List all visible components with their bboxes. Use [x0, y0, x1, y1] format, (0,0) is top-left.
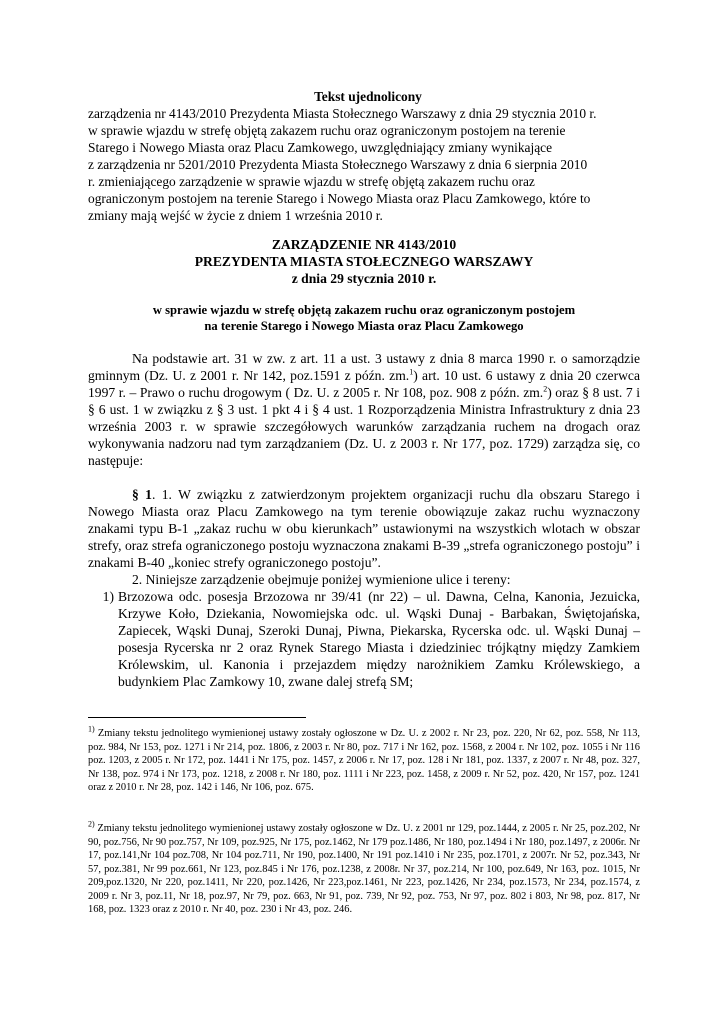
preamble-text: ) art. 10 ust. 6 ustawy z dnia 20 czerwca 1997 r. – Prawo o ruchu drogowym ( Dz. U. z 2005 r. Nr 108, poz. 908 z późn. zm. [88, 368, 640, 400]
ordinance-issuer: PREZYDENTA MIASTA STOŁECZNEGO WARSZAWY [194, 254, 534, 269]
ordinance-number: ZARZĄDZENIE NR 4143/2010 [271, 237, 457, 252]
section-1-paragraph-1 [88, 486, 640, 571]
list-item-number: 1) [102, 589, 114, 604]
footnote-ref-1: 1 [409, 367, 414, 377]
header-line: zarządzenia nr 4143/2010 Prezydenta Miasta Stołecznego Warszawy z dnia 29 stycznia 2010 r. [88, 106, 597, 121]
header-line: z zarządzenia nr 5201/2010 Prezydenta Miasta Stołecznego Warszawy z dnia 6 sierpnia 2010 [88, 157, 588, 172]
footnote-mark: 1) [88, 724, 95, 734]
ordinance-body [88, 350, 640, 690]
ordinance-subject [88, 302, 640, 334]
footnote-2 [88, 819, 640, 917]
preamble-text: ) oraz § 8 ust. 7 i § 6 ust. 1 w związku z § 3 ust. 1 pkt 4 i § 4 ust. 1 Rozporządzenia Ministra Infrastruktury z dnia 23 września 2003 r. w sprawie szczegółowych warunków zarządzania ruchem na drogach oraz wykonywania nadzoru nad tym zarządzaniem (Dz. U. z 2003 r. Nr 177, poz. 1729) zarządza się, co następuje: [88, 385, 640, 468]
unified-text-header [88, 88, 648, 224]
section-label: § 1 [132, 487, 152, 502]
header-line: zmiany mają wejść w życie z dniem 1 września 2010 r. [88, 208, 383, 223]
header-line: r. zmieniającego zarządzenie w sprawie wjazdu w strefę objętą zakazem ruchu oraz [88, 174, 535, 189]
footnote-separator [88, 717, 306, 718]
footnote-1 [88, 724, 640, 795]
footnote-mark: 2) [88, 819, 95, 829]
header-line: Starego i Nowego Miasta oraz Placu Zamkowego, uwzględniający zmiany wynikające [88, 140, 553, 155]
subject-line: na terenie Starego i Nowego Miasta oraz Placu Zamkowego [204, 319, 524, 333]
header-title: Tekst ujednolicony [314, 89, 422, 104]
footnote-text: Zmiany tekstu jednolitego wymienionej ustawy zostały ogłoszone w Dz. U. z 2001 nr 129, poz.1444, z 2005 r. Nr 25, poz.202, Nr 90, poz.756, Nr 90 poz.757, Nr 109, poz.925, Nr 175, poz.1462, Nr 179 poz.1486, Nr 180, poz.1494 i Nr 180, poz.1497, z 2006r. Nr 17, poz.141,Nr 104 poz.708, Nr 104 poz.711, Nr 190, poz.1400, Nr 191 poz.1410 i Nr 235, poz.1701, z 2007r. Nr 52, poz.343, Nr 57, poz.381, Nr 99 poz.661, Nr 123, poz.845 i Nr 176, poz.1238, z 2008r. Nr 37, poz.214, Nr 100, poz.649, Nr 163, poz. 1015, Nr 209,poz.1320, Nr 220, poz.1411, Nr 220, poz.1426, Nr 223,poz.1461, Nr 223, poz.1426, Nr 234, poz.1573, Nr 234, poz.1574, z 2009 r. Nr 3, poz.11, Nr 18, poz.97, Nr 79, poz. 663, Nr 91, poz. 739, Nr 92, poz. 753, Nr 97, poz. 802 i 803, Nr 98, poz. 817, Nr 168, poz. 1323 oraz z 2010 r. Nr 40, poz. 230 i Nr 43, poz. 246. [88, 823, 640, 915]
list-item [88, 588, 640, 690]
header-line: ograniczonym postojem na terenie Starego i Nowego Miasta oraz Placu Zamkowego, które to [88, 191, 591, 206]
list-item-text: Brzozowa odc. posesja Brzozowa nr 39/41 (nr 22) – ul. Dawna, Celna, Kanonia, Jezuicka, Krzywe Koło, Dziekania, Nowomiejska odc. ul. Wąski Dunaj - Barbakan, Świętojańska, Zapiecek, Wąski Dunaj, Szeroki Dunaj, Piwna, Piekarska, Rycerska odc. ul. Wąski Dunaj – posesja Rycerska nr 2 oraz Rynek Starego Miasta i dziedziniec trójkątny między Zamkiem Królewskim, ul. Kanonia i przejazdem między narożnikiem Zamku Królewskiego, a budynkiem Plac Zamkowy 10, zwane dalej strefą SM; [118, 589, 640, 689]
ordinance-title [88, 236, 640, 287]
subject-line: w sprawie wjazdu w strefę objętą zakazem ruchu oraz ograniczonym postojem [152, 303, 576, 317]
section-text: . 1. W związku z zatwierdzonym projektem organizacji ruchu dla obszaru Starego i Nowego Miasta oraz Placu Zamkowego na tym terenie obowiązuje zakaz ruchu wyznaczony znakami typu B-1 „zakaz ruchu w obu kierunkach” ustawionymi na wszystkich wlotach w obszar strefy, oraz strefa ograniczonego postoju wyznaczona znakami B-39 „strefa ograniczonego postoju” i znakami B-40 „koniec strefy ograniczonego postoju”. [88, 487, 640, 570]
footnote-ref-2: 2 [543, 384, 548, 394]
preamble-paragraph [88, 350, 640, 469]
preamble-text: Na podstawie art. 31 w zw. z art. 11 a ust. 3 ustawy z dnia 8 marca 1990 r. o samorządzie gminnym (Dz. U. z 2001 r. Nr 142, poz.1591 z późn. zm. [88, 351, 640, 383]
footnote-text: Zmiany tekstu jednolitego wymienionej ustawy zostały ogłoszone w Dz. U. z 2002 r. Nr 23, poz. 220, Nr 62, poz. 558, Nr 113, poz. 984, Nr 153, poz. 1271 i Nr 214, poz. 1806, z 2003 r. Nr 80, poz. 717 i Nr 162, poz. 1568, z 2004 r. Nr 102, poz. 1055 i Nr 116 poz. 1203, z 2005 r. Nr 172, poz. 1441 i Nr 175, poz. 1457, z 2006 r. Nr 17, poz. 128 i Nr 181, poz. 1337, z 2007 r. Nr 48, poz. 327, Nr 138, poz. 974 i Nr 173, poz. 1218, z 2008 r. Nr 180, poz. 1111 i Nr 223, poz. 1458, z 2009 r. Nr 52, poz. 420, Nr 157, poz. 1241 oraz z 2010 r. Nr 28, poz. 142 i 146, Nr 106, poz. 675. [88, 728, 640, 793]
section-1-paragraph-2: 2. Niniejsze zarządzenie obejmuje poniżej wymienione ulice i tereny: [132, 572, 511, 587]
header-line: w sprawie wjazdu w strefę objętą zakazem ruchu oraz ograniczonym postojem na terenie [88, 123, 566, 138]
ordinance-date: z dnia 29 stycznia 2010 r. [291, 271, 437, 286]
